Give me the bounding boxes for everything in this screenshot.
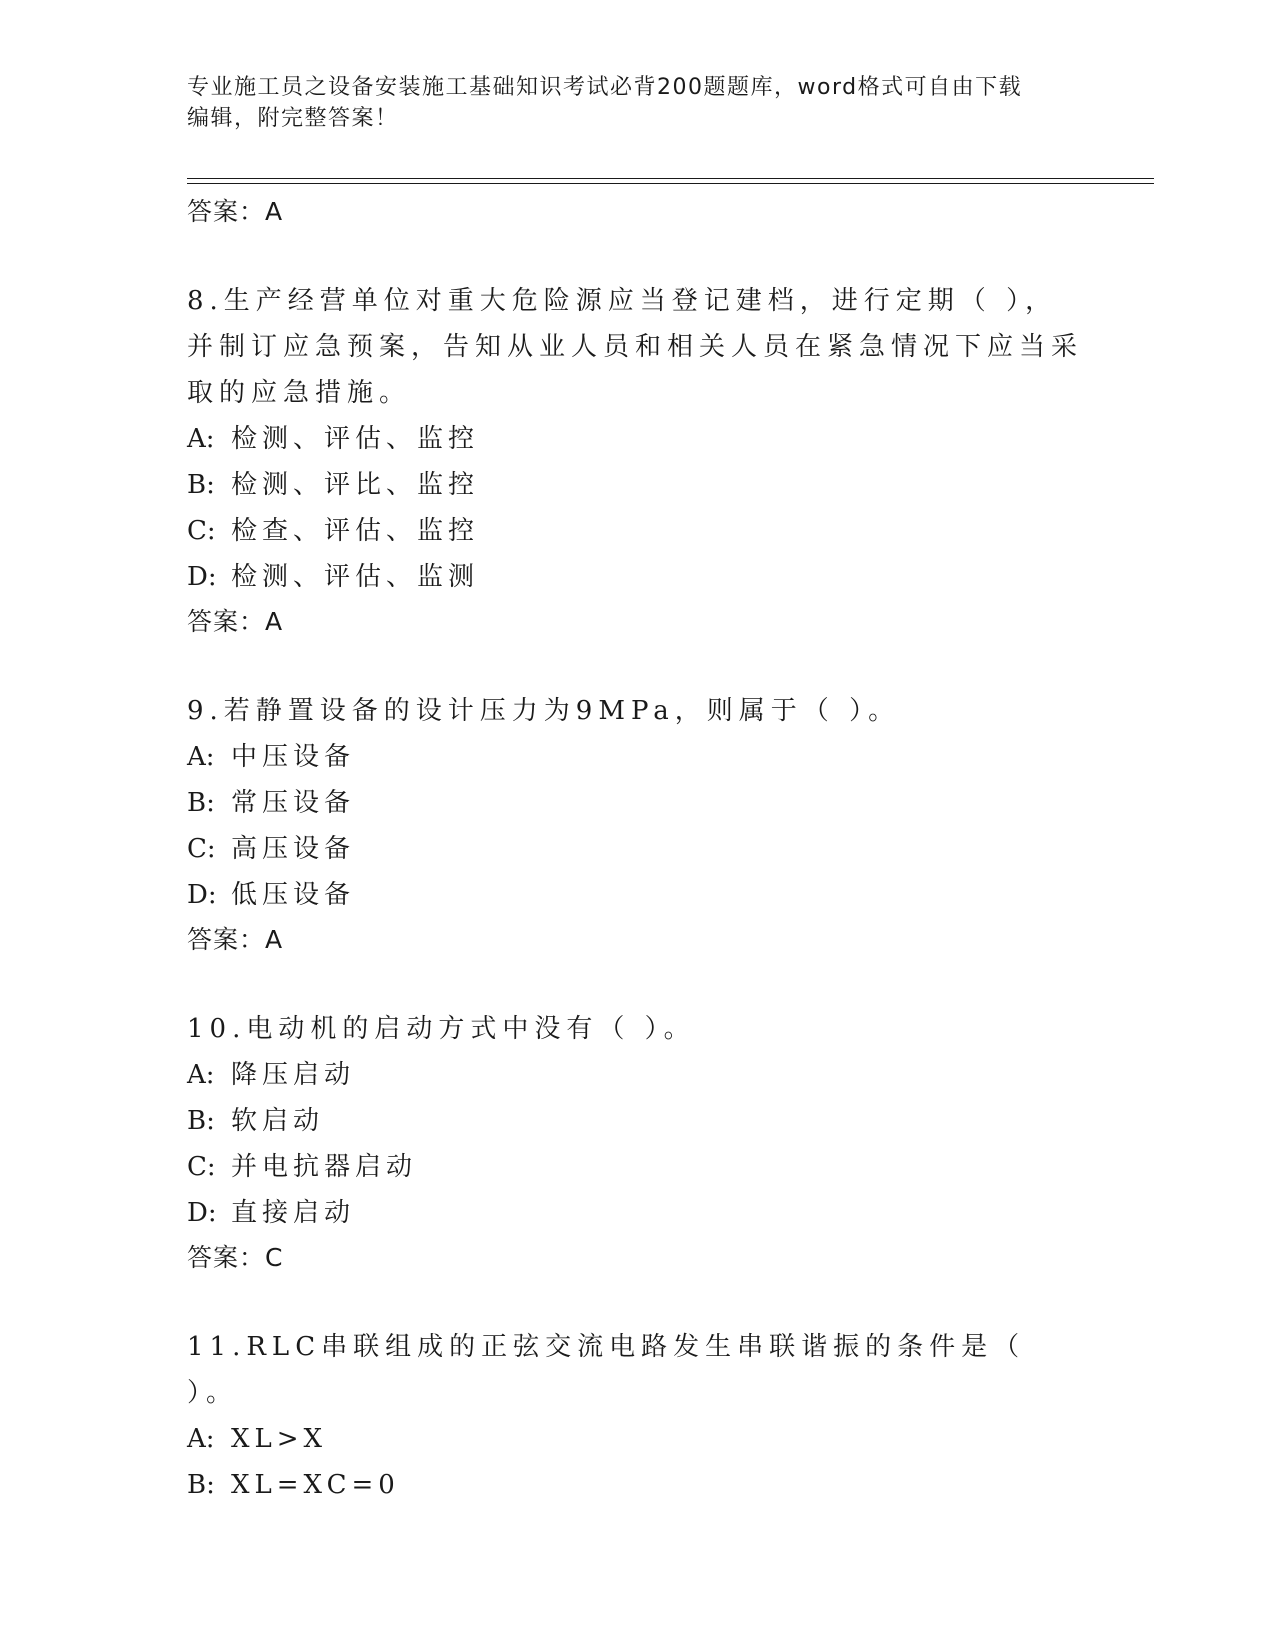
option-text: 高压设备 [231,834,356,864]
option-letter: A: [187,1424,215,1454]
question-stem: 8.生产经营单位对重大危险源应当登记建档，进行定期（ ），并制订应急预案，告知从业人员和相关人员在紧急情况下应当采取的应急措施。 [187,286,1084,408]
option-text: 检查、评估、监控 [231,516,480,546]
option-text: 检测、评估、监控 [231,424,480,454]
option-b [187,1462,1087,1508]
answer-line: 答案：A [187,197,284,226]
option-letter: C: [187,1152,216,1182]
option-a [187,1052,1087,1098]
option-text: 常压设备 [231,788,356,818]
question-stem: 10.电动机的启动方式中没有（ ）。 [187,1014,696,1044]
question-block [187,278,1087,644]
question-block [187,1006,1087,1280]
option-a [187,1416,1087,1462]
option-text: 直接启动 [231,1198,356,1228]
answer-line: 答案：A [187,607,284,636]
question-block [187,1324,1087,1508]
option-text: 检测、评估、监测 [231,562,480,592]
option-c [187,826,1087,872]
question-list [187,190,1087,1508]
option-letter: A: [187,424,215,454]
option-b [187,1098,1087,1144]
question-stem: 9.若静置设备的设计压力为9MPa，则属于（ ）。 [187,696,901,726]
option-letter: A: [187,742,215,772]
question-stem: 11.RLC串联组成的正弦交流电路发生串联谐振的条件是（ ）。 [187,1332,1026,1408]
header-title-line-2: 编辑，附完整答案！ [187,106,399,131]
option-text: 降压启动 [231,1060,356,1090]
option-text: 中压设备 [231,742,356,772]
option-text: 并电抗器启动 [231,1152,418,1182]
option-letter: B: [187,788,215,818]
option-letter: C: [187,516,216,546]
option-d [187,554,1087,600]
option-letter: B: [187,1106,215,1136]
header-divider-bottom [187,183,1154,184]
document-header [187,72,1067,134]
header-title-line-1: 专业施工员之设备安装施工基础知识考试必背200题题库，word格式可自由下载 [187,75,1023,100]
option-a [187,416,1087,462]
option-text: XL=XC=0 [231,1470,400,1500]
option-c [187,1144,1087,1190]
option-letter: D: [187,562,217,592]
option-letter: D: [187,880,217,910]
option-d [187,1190,1087,1236]
option-letter: C: [187,834,216,864]
answer-line: 答案：A [187,925,284,954]
option-letter: B: [187,470,215,500]
option-text: 软启动 [231,1106,325,1136]
option-letter: B: [187,1470,215,1500]
answer-line: 答案：C [187,1243,284,1272]
option-letter: A: [187,1060,215,1090]
option-text: XL>X [231,1424,328,1454]
question-block [187,688,1087,962]
option-b [187,780,1087,826]
header-divider-top [187,178,1154,179]
option-b [187,462,1087,508]
option-text: 低压设备 [231,880,356,910]
option-c [187,508,1087,554]
option-d [187,872,1087,918]
option-text: 检测、评比、监控 [231,470,480,500]
option-letter: D: [187,1198,217,1228]
option-a [187,734,1087,780]
